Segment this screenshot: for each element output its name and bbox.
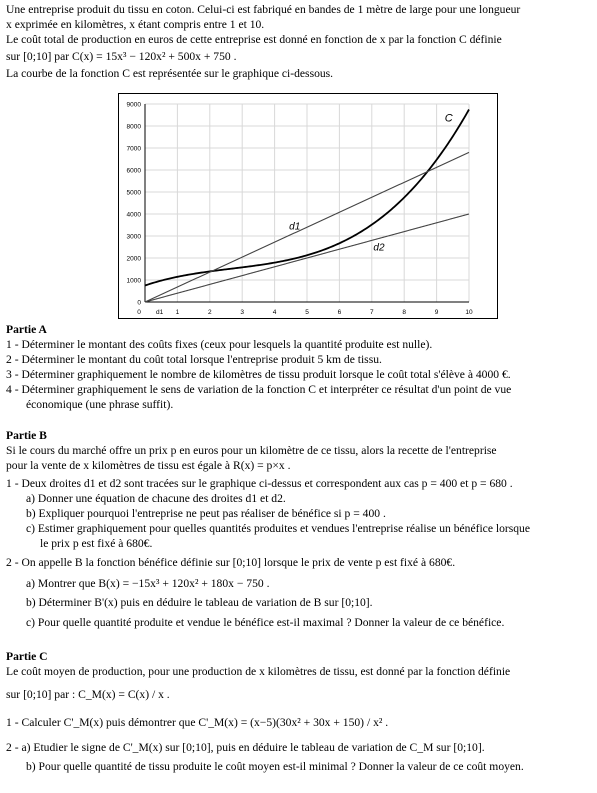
part-b-intro-2: pour la vente de x kilomètres de tissu est égale à R(x) = p×x . xyxy=(6,459,291,472)
x-tick-label: 7 xyxy=(369,309,374,316)
y-tick-label: 7000 xyxy=(126,145,141,153)
label-d1: d1 xyxy=(289,221,301,233)
part-b xyxy=(6,428,592,630)
part-a-q4-line1: 4 - Déterminer graphiquement le sens de variation de la fonction C et interpréter ce résultat d'un point de vue xyxy=(6,383,512,396)
intro-text xyxy=(6,2,592,81)
part-b-q1c-line2: le prix p est fixé à 680€. xyxy=(40,537,153,550)
part-c xyxy=(6,649,592,774)
part-c-q2a: 2 - a) Etudier le signe de C'_M(x) sur [0;10], puis en déduire le tableau de variation de C_M sur [0;10]. xyxy=(6,741,485,754)
x-tick-label: 1 xyxy=(175,309,180,316)
part-b-q2c: c) Pour quelle quantité produite et vendue le bénéfice est-il maximal ? Donner la valeur de ce bénéfice. xyxy=(26,616,505,629)
part-b-q2b: b) Déterminer B'(x) puis en déduire le tableau de variation de B sur [0;10]. xyxy=(26,596,373,609)
y-tick-label: 6000 xyxy=(126,167,141,175)
y-tick-label: 5000 xyxy=(126,189,141,197)
x-tick-label: 8 xyxy=(402,309,407,316)
part-b-title: Partie B xyxy=(6,429,47,442)
part-a-q4-line2: économique (une phrase suffit). xyxy=(26,398,174,411)
label-C: C xyxy=(444,112,453,125)
intro-line-5: La courbe de la fonction C est représentée sur le graphique ci-dessous. xyxy=(6,67,334,80)
part-b-q1b: b) Expliquer pourquoi l'entreprise ne peut pas réaliser de bénéfice si p = 400 . xyxy=(26,507,386,520)
y-tick-label: 0 xyxy=(137,299,141,307)
part-b-q1: 1 - Deux droites d1 et d2 sont tracées sur le graphique ci-dessus et correspondent aux cas p = 400 et p = 680 . xyxy=(6,477,513,490)
x-extra-label: d1 xyxy=(155,309,164,316)
part-a xyxy=(6,322,592,412)
y-tick-label: 1000 xyxy=(126,277,141,285)
x-tick-label: 4 xyxy=(272,309,277,316)
intro-line-4: sur [0;10] par C(x) = 15x³ − 120x² + 500x + 750 . xyxy=(6,50,237,63)
part-a-q1: 1 - Déterminer le montant des coûts fixes (ceux pour lesquels la quantité produite est nulle). xyxy=(6,338,433,351)
part-c-intro-2: sur [0;10] par : C_M(x) = C(x) / x . xyxy=(6,688,170,701)
y-tick-label: 8000 xyxy=(126,123,141,131)
part-c-q2b: b) Pour quelle quantité de tissu produite le coût moyen est-il minimal ? Donner la valeur de ce coût moyen. xyxy=(26,760,524,773)
cost-chart xyxy=(118,93,498,319)
y-tick-label: 2000 xyxy=(126,255,141,263)
part-b-q2: 2 - On appelle B la fonction bénéfice définie sur [0;10] lorsque le prix de vente p est fixé à 680€. xyxy=(6,556,456,569)
x-tick-label: 10 xyxy=(465,309,473,316)
intro-line-1: Une entreprise produit du tissu en coton. Celui-ci est fabriqué en bandes de 1 mètre de large pour une longueur xyxy=(6,3,521,16)
part-c-intro-1: Le coût moyen de production, pour une production de x kilomètres de tissu, est donné par la fonction définie xyxy=(6,665,511,678)
y-tick-label: 4000 xyxy=(126,211,141,219)
part-a-title: Partie A xyxy=(6,323,47,336)
x-tick-label: 0 xyxy=(137,309,141,316)
y-tick-label: 3000 xyxy=(126,233,141,241)
part-b-intro-1: Si le cours du marché offre un prix p en euros pour un kilomètre de ce tissu, alors la recette de l'entreprise xyxy=(6,444,497,457)
part-a-q3: 3 - Déterminer graphiquement le nombre de kilomètres de tissu produit lorsque le coût total s'élève à 4000 €. xyxy=(6,368,511,381)
part-b-q2a: a) Montrer que B(x) = −15x³ + 120x² + 180x − 750 . xyxy=(26,577,270,590)
x-tick-label: 9 xyxy=(434,309,439,316)
y-tick-label: 9000 xyxy=(126,101,141,109)
x-tick-label: 3 xyxy=(240,309,245,316)
part-c-q1: 1 - Calculer C'_M(x) puis démontrer que C'_M(x) = (x−5)(30x² + 30x + 150) / x² . xyxy=(6,716,389,729)
intro-line-3: Le coût total de production en euros de cette entreprise est donné en fonction de x par la fonction C définie xyxy=(6,33,502,46)
x-tick-label: 2 xyxy=(207,309,212,316)
part-b-q1c-line1: c) Estimer graphiquement pour quelles quantités produites et vendues l'entreprise réalise un bénéfice lorsque xyxy=(26,522,530,535)
x-tick-label: 6 xyxy=(337,309,342,316)
part-c-title: Partie C xyxy=(6,650,48,663)
part-b-q1a: a) Donner une équation de chacune des droites d1 et d2. xyxy=(26,492,286,505)
intro-line-2: x exprimée en kilomètres, x étant compris entre 1 et 10. xyxy=(6,18,265,31)
x-tick-label: 5 xyxy=(305,309,309,316)
part-a-q2: 2 - Déterminer le montant du coût total lorsque l'entreprise produit 5 km de tissu. xyxy=(6,353,382,366)
label-d2: d2 xyxy=(373,242,385,254)
